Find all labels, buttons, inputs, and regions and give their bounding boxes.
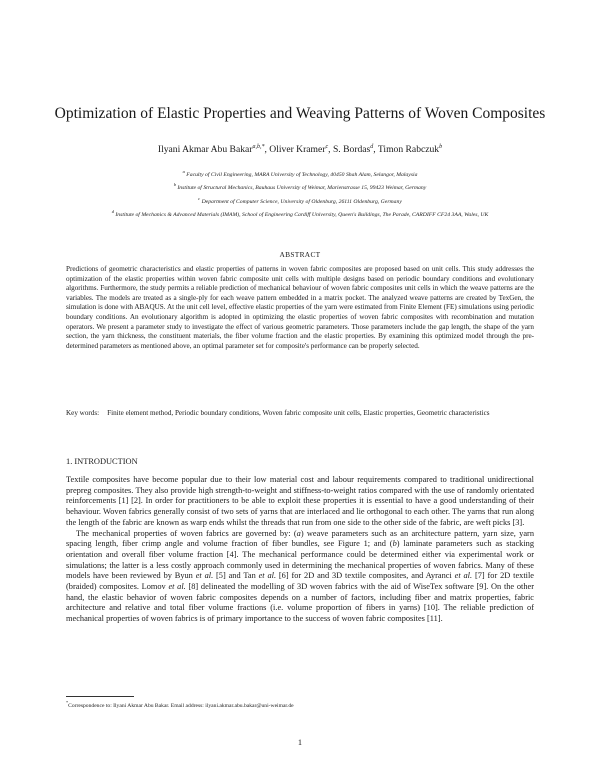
author-name: Ilyani Akmar Abu Bakar xyxy=(157,144,253,156)
author-separator: , xyxy=(373,144,378,156)
author-name: S. Bordas xyxy=(332,144,371,156)
author-name: Timon Rabczuk xyxy=(377,144,440,156)
text-run-italic: et al. xyxy=(258,571,277,581)
text-run: [5] and Tan xyxy=(213,571,259,581)
affiliation-sup: b xyxy=(173,182,176,188)
author-separator: , xyxy=(328,144,333,156)
affiliation-text: Institute of Structural Mechanics, Bauhaus University of Weimar, Marienstrasse 15, 99423 Weimar, Germany xyxy=(177,185,427,192)
text-run-italic: b xyxy=(392,539,397,549)
affiliation-sup: a xyxy=(182,169,185,174)
text-run: ) laminate parameters such as stacking orientation and overall fiber volume fraction [4]. The mechanical performance could be determined either via experimental work or simulations; the latter is a less costly approach commonly used in determining the mechanical properties of woven fabrics. Many of these models have been reviewed by Byun xyxy=(66,539,534,581)
body-text xyxy=(66,475,534,625)
text-run: [7] for 2D textile (braided) composites. Lomov xyxy=(66,571,535,592)
affiliation xyxy=(62,167,538,180)
text-run-italic: et al. xyxy=(195,571,214,581)
text-run: The mechanical properties of woven fabrics are governed by: ( xyxy=(76,528,297,538)
author-sup: a,b,* xyxy=(252,144,265,150)
paragraph: Textile composites have become popular due to their low material cost and labour requirements compared to traditional unidirectional prepreg composites. They also provide high strength-to-weight and stiffness-to-weight ratios compared with the use of randomly orientated reinforcements [1] [2]. In order for practitioners to be able to exploit these properties it is essential to have a good understanding of their behaviour. Woven fabrics generally consist of two sets of yarns that are interlaced and lie orthogonal to each other. The yarns that run along the length of the fabric are known as warp ends whilst the threads that run from one side to the other side of the fabric, are weft picks [3]. xyxy=(66,475,534,527)
keywords-text: Finite element method, Periodic boundary conditions, Woven fabric composite unit cells, Elastic properties, Geometric characteristics xyxy=(107,409,490,417)
text-run: [6] for 2D and 3D textile composites, and Ayranci xyxy=(276,571,455,581)
author-separator: , xyxy=(264,144,270,156)
keywords xyxy=(66,409,534,419)
footnote-rule xyxy=(66,696,134,697)
affiliation-list xyxy=(62,167,538,220)
text-run: ) weave parameters such as an architecture pattern, yarn size, yarn spacing length, fiber crimp angle and volume fraction of fiber bundles, see Figure 1; and ( xyxy=(66,528,534,549)
author-sup: b xyxy=(439,144,443,150)
footnote-mark: * xyxy=(66,700,69,705)
author-list xyxy=(40,141,560,156)
affiliation-text: Institute of Mechanics & Advanced Materials (IMAM), School of Engineering Cardiff University, Queen's Buildings, The Parade, CARDIFF CF24 3AA, Wales, UK xyxy=(115,211,489,218)
author-name: Oliver Kramer xyxy=(269,144,326,156)
affiliation xyxy=(62,180,538,193)
text-run-italic: et al. xyxy=(168,582,186,592)
affiliation xyxy=(62,207,538,220)
paper-title: Optimization of Elastic Properties and Weaving Patterns of Woven Composites xyxy=(54,105,546,122)
footnote-text: Correspondence to: Ilyani Akmar Abu Bakar. Email address: ilyani.akmar.abu.bakar@uni-weimar.de xyxy=(68,702,294,709)
footnote xyxy=(66,700,294,709)
abstract-heading: ABSTRACT xyxy=(279,250,321,259)
section-heading: 1. INTRODUCTION xyxy=(66,457,138,466)
page-number: 1 xyxy=(297,738,303,747)
paragraph xyxy=(66,529,534,625)
author-sup: c xyxy=(325,144,329,150)
keywords-label: Key words: xyxy=(66,409,100,417)
affiliation-sup: d xyxy=(111,208,114,214)
text-run-italic: a xyxy=(296,528,301,538)
affiliation-text: Department of Computer Science, University of Oldenburg, 26111 Oldenburg, Germany xyxy=(201,198,402,205)
text-run: [8] delineated the modelling of 3D woven fabrics with the aid of WiseTex software [9]. On the other hand, the elastic behavior of woven fabric composites depends on a number of factors, including fiber and matrix properties, fabric architecture and relative and total fiber volume fractions (i.e. volume proportion of fibers in yarns) [10]. The reliable prediction of mechanical properties of woven fabrics is of primary importance to the success of woven fabric composites [11]. xyxy=(66,582,534,624)
affiliation-sup: c xyxy=(198,195,201,201)
text-run-italic: et al. xyxy=(454,571,473,581)
author-sup: d xyxy=(370,144,374,150)
affiliation xyxy=(62,194,538,207)
affiliation-text: Faculty of Civil Engineering, MARA University of Technology, 40450 Shah Alam, Selangor, Malaysia xyxy=(186,171,418,178)
abstract-text: Predictions of geometric characteristics and elastic properties of patterns in woven fabric composites are proposed based on unit cells. This study addresses the optimization of the elastic properties within woven fabric composite unit cells with multiple designs based on periodic boundary conditions and evolutionary algorithms. Furthermore, the study permits a reliable prediction of mechanical behaviour of woven fabric composites unit cells in which the weave patterns are the variables. The models are treated as a single-ply for each weave pattern embedded in a matrix pocket. The analyzed weave patterns are created by TexGen, the simulation is done with ABAQUS. At the unit cell level, effective elastic properties of the yarn were estimated from Finite Element (FE) simulations using periodic boundary conditions. An evolutionary algorithm is adopted in optimizing the elastic properties of woven fabric composites with recombination and mutation operators. We present a parameter study to investigate the effect of various geometric parameters. Those parameters include the gap length, the shape of the yarn section, the yarn thickness, the constituent materials, the fiber volume fraction and the elastic properties. By examining this optimized model through the pre- determined parameters as mentioned above, an optimal parameter set for composite's performance can be properly selected. xyxy=(66,265,534,350)
